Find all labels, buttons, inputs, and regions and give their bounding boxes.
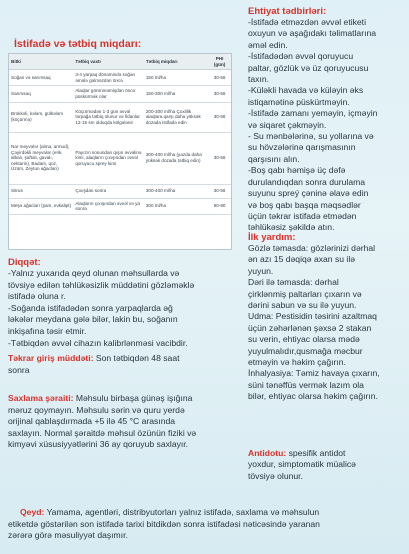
header-rate: Tətbiq miqdarı [144, 54, 208, 70]
table-row [9, 184, 231, 198]
attention-line: -Yalnız yuxarıda qeyd olunan məhsullarda və [8, 268, 180, 278]
attention-title: Diqqət: [8, 257, 41, 268]
first-aid-text [248, 243, 406, 403]
first-aid-line: etməyin və həkim çağırın. [248, 357, 346, 368]
first-aid-line: dərini sabun və su ilə yuyun. [248, 300, 357, 311]
storage-line: orijinal qablaşdırmada +5 ilə 45 °C arasında [8, 416, 176, 427]
cell-phi: 30-56 [208, 102, 231, 132]
table-header-row [9, 54, 231, 70]
precaution-line: su hövzələrinə qarışmasının [248, 142, 356, 153]
cell-rate: 300-400 ml/ha [144, 184, 208, 198]
precaution-line: qarşısını alın. [248, 153, 300, 164]
precaution-line: suyunu spreý çəninə əlavə edin [248, 188, 369, 199]
note-block [8, 507, 406, 542]
reentry-line: sonra [8, 364, 30, 375]
precaution-line: taxın. [248, 74, 270, 85]
first-aid-line: süni tənəffüs vermək lazım ola [248, 379, 364, 390]
cell-timing: Payızın sonundan qışın əvvəlinə kimi, alaqların çıxışından əvvəl qoruyucu sprey kimi [73, 132, 144, 184]
precaution-line: təhlükəsiz şəkildə atın. [248, 222, 335, 233]
precaution-line: -İstifadədən əvvəl qoruyucu [248, 51, 354, 62]
first-aid-line: ən azı 15 dəqiqə axan su ilə [248, 254, 356, 265]
table-row [9, 132, 231, 184]
precaution-line: paltar, gözlük və üz qoruyucusu [248, 62, 369, 73]
note-line: zərərə görə məsuliyyət daşımır. [8, 530, 128, 541]
cell-crop: Sitrus [9, 184, 73, 198]
cell-rate: 300 ml/ha [144, 198, 208, 214]
attention-line: -Soğanda istifadədən sonra yarpaqlarda əğ [8, 302, 173, 313]
cell-crop: Sarımsaq [9, 86, 73, 102]
cell-timing: 3-4 yarpaq dönəmində soğan əmələ gəlməzdən öncə [73, 70, 144, 86]
cell-phi: 30-56 [208, 86, 231, 102]
attention-line: tövsiyə edilən təhlükəsizlik müddətini gözləməklə [8, 279, 195, 290]
reentry-line: Son tətbiqdən 48 saat [95, 353, 180, 363]
first-aid-line: bilər, ehtiyac olarsa həkim çağırın. [248, 391, 378, 402]
precaution-line: və boş qabı başqa məqsədlər [248, 199, 361, 210]
precaution-line: oxuyun və aşağıdakı təlimatlarına [248, 28, 377, 39]
cell-rate: 200-300 ml/ha Çoxillik alaqlara qarşı daha yüksək dozada istifadə edin [144, 102, 208, 132]
table-row [9, 86, 231, 102]
storage-title: Saxlama şəraiti: [8, 393, 74, 403]
table-row [9, 198, 231, 214]
precaution-line: - Su mənbələrinə, su yollarına və [248, 131, 374, 142]
cell-timing: Alaqların çıxışından əvvəl və ya sonra [73, 198, 144, 214]
cell-timing: Alaqlar görünməmişdən öncə püskürmək olar [73, 86, 144, 102]
first-aid-line: İnhalyasiya: Təmiz havaya çıxarın, [248, 368, 380, 379]
header-phi: PHI (gün) [208, 54, 231, 70]
storage-block [8, 393, 236, 451]
attention-line: istifadə oluna r. [8, 291, 66, 302]
usage-table-panel [8, 53, 232, 250]
first-aid-line: su verin, ehtiyac olarsa mədə [248, 334, 360, 345]
cell-timing: Köçürmədən 1-3 gün əvvəl torpağa tətbiq olunur və fidanlar 12-15 sm olduqda kölgələnir [73, 102, 144, 132]
note-line: Yamama, agentləri, distribyutorları yalnız istifadə, saxlama və məhsulun [46, 507, 320, 517]
usage-table [9, 54, 231, 215]
antidote-line: tövsiyə olunur. [248, 470, 303, 481]
precaution-line: və siqaret çəkməyin. [248, 119, 327, 130]
precaution-line: istiqamətinə püskürtməyin. [248, 96, 350, 107]
cell-phi: 60-90 [208, 198, 231, 214]
precaution-line: durulandıqdan sonra durulama [248, 176, 366, 187]
cell-phi: 30-56 [208, 70, 231, 86]
storage-line: saxlayın. Normal şəraitdə məhsul özünün fiziki və [8, 427, 197, 438]
cell-crop: Brokkoli, kələm, gülkələm (köçürmə) [9, 102, 73, 132]
first-aid-title: İlk yardım: [248, 232, 296, 243]
cell-crop: Nar meyvələr (alma, armud), Çəyirdəkli meyvələr (erik, albalı, şaftalı, gavalı, nektarin), Badam, qoz, Üzüm, Zeytun ağacları) [9, 132, 73, 184]
first-aid-line: üçün zəhərlənən şəxsə 2 stakan [248, 322, 372, 333]
first-aid-line: yuyulmalıdır,qusmağa məcbur [248, 345, 363, 356]
first-aid-line: yuyun. [248, 265, 274, 276]
precaution-line: əməl edin. [248, 39, 288, 50]
cell-rate: 150-300 ml/ha [144, 86, 208, 102]
reentry-title: Təkrar giriş müddəti: [8, 353, 94, 363]
usage-title: İstifadə və tətbiq miqdarı: [14, 38, 142, 50]
storage-line: Məhsulu birbaşa günəş işığına [75, 393, 193, 403]
cell-phi: 30-56 [208, 184, 231, 198]
attention-line: ləkələr meydana gələ bilər, lakin bu, soğanın [8, 314, 178, 325]
antidote-title: Antidotu: [248, 448, 287, 458]
cell-phi: 30-56 [208, 132, 231, 184]
attention-line: -Tətbiqdən əvvəl cihazın kalibrlənməsi vacibdir. [8, 337, 188, 348]
attention-text [8, 268, 236, 349]
first-aid-line: çirklənmiş paltarları çıxarın və [248, 288, 362, 299]
precaution-line: -Küləkli havada və küləyin əks [248, 85, 364, 96]
header-crop: Bitki [9, 54, 73, 70]
first-aid-line: Udma: Pestisidin təsirini azaltmaq [248, 311, 377, 322]
antidote-line: spesifik antidot [288, 448, 346, 458]
table-row [9, 70, 231, 86]
reentry-block [8, 353, 236, 376]
antidote-line: yoxdur, simptomatik müalicə [248, 459, 356, 470]
table-row [9, 102, 231, 132]
storage-line: məruz qoymayın. Məhsulu sərin və quru yerdə [8, 404, 185, 415]
cell-crop: Soğan və sarımsaq [9, 70, 73, 86]
cell-crop: Meşə ağacları (şam, evkalipt) [9, 198, 73, 214]
cell-rate: 150 ml/ha [144, 70, 208, 86]
precaution-line: -Boş qabı həmişə üç dəfə [248, 165, 346, 176]
first-aid-line: Dəri ilə təmasda: dərhal [248, 277, 339, 288]
cell-rate: 300-400 ml/ha (yazda daha yüksək dozada tətbiq edin) [144, 132, 208, 184]
precaution-line: -İstifadə etməzdən əvvəl etiketi [248, 17, 366, 27]
antidote-block [248, 448, 406, 482]
precautions-title: Ehtiyat tədbirləri: [248, 6, 327, 17]
precaution-line: üçün təkrar istifadə etmədən [248, 210, 357, 221]
precaution-line: -İstifadə zamanı yeməyin, içməyin [248, 108, 378, 119]
note-title: Qeyd: [20, 507, 45, 517]
note-line: etiketdə göstərilən son istifadə tarixi bitdikdən sonra istifadəsi nəticəsində yaranan [8, 518, 320, 529]
storage-line: kimyəvi xüsusiyyətlərini 36 ay qoruyub saxlayır. [8, 439, 189, 450]
cell-timing: Çıxışdan sonra [73, 184, 144, 198]
first-aid-line: Gözlə təmasda: gözlərinizi dərhal [248, 243, 376, 253]
attention-line: inkişafına təsir etmir. [8, 325, 87, 336]
precautions-text [248, 17, 406, 234]
header-timing: Tətbiq vaxtı [73, 54, 144, 70]
